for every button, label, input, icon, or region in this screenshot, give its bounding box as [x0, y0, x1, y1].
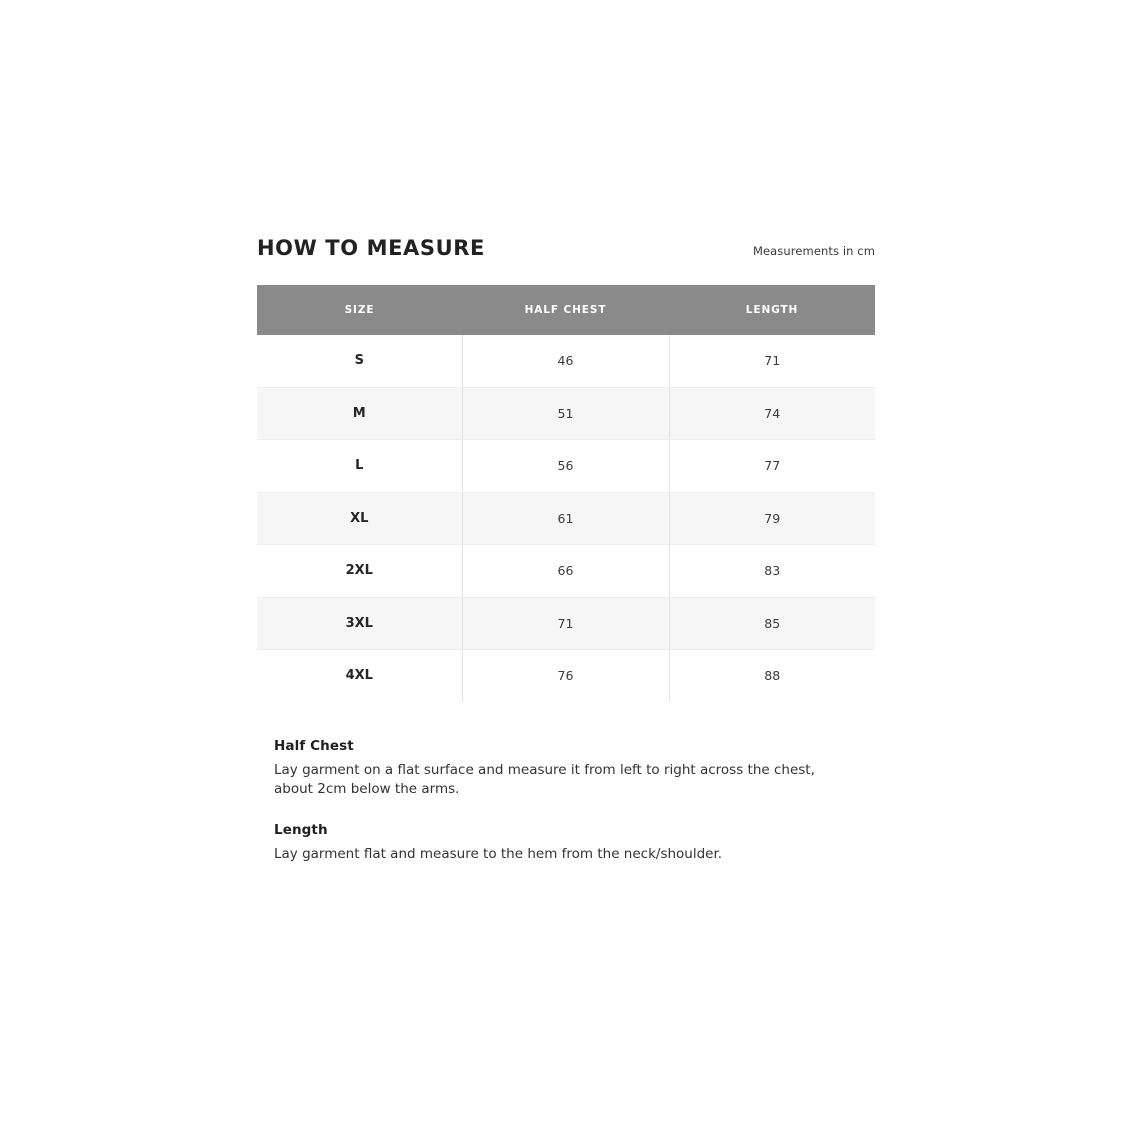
note-body: Lay garment on a flat surface and measure it from left to right across the chest, about 2cm below the arms. [274, 761, 815, 798]
cell-size: 3XL [257, 597, 462, 650]
measurement-notes [257, 738, 875, 865]
cell-length: 71 [669, 335, 875, 387]
cell-size: XL [257, 492, 462, 545]
note-title: Length [274, 821, 328, 838]
units-note: Measurements in cm [752, 243, 875, 258]
cell-half-chest: 46 [462, 335, 669, 387]
cell-length: 74 [669, 387, 875, 440]
cell-half-chest: 51 [462, 387, 669, 440]
table-row [257, 650, 875, 702]
table-header-row [257, 285, 875, 335]
column-header-size: SIZE [257, 285, 462, 335]
table-row [257, 387, 875, 440]
table-row [257, 597, 875, 650]
note-length [274, 822, 875, 865]
cell-size: S [257, 335, 462, 387]
cell-length: 88 [764, 668, 781, 684]
cell-length: 77 [669, 440, 875, 493]
table-row [257, 335, 875, 387]
cell-half-chest: 71 [462, 597, 669, 650]
page-title: HOW TO MEASURE [257, 236, 485, 260]
cell-size: 4XL [257, 650, 462, 702]
table-header [257, 285, 875, 335]
size-chart-table [257, 285, 875, 702]
cell-length: 85 [669, 597, 875, 650]
cell-half-chest: 61 [462, 492, 669, 545]
table-row [257, 492, 875, 545]
note-half-chest [274, 738, 875, 800]
cell-length: 79 [669, 492, 875, 545]
column-header-half-chest: HALF CHEST [462, 285, 669, 335]
note-body: Lay garment flat and measure to the hem from the neck/shoulder. [274, 845, 723, 862]
cell-size: 2XL [257, 545, 462, 598]
cell-half-chest: 76 [462, 650, 669, 702]
cell-half-chest: 66 [462, 545, 669, 598]
column-header-length: LENGTH [669, 285, 875, 335]
note-title: Half Chest [274, 737, 354, 754]
size-guide-content [257, 238, 875, 864]
cell-size: M [257, 387, 462, 440]
cell-half-chest: 56 [462, 440, 669, 493]
table-body [257, 335, 875, 702]
table-row [257, 440, 875, 493]
cell-size: L [257, 440, 462, 493]
cell-length: 83 [669, 545, 875, 598]
header [257, 238, 875, 259]
table-row [257, 545, 875, 598]
